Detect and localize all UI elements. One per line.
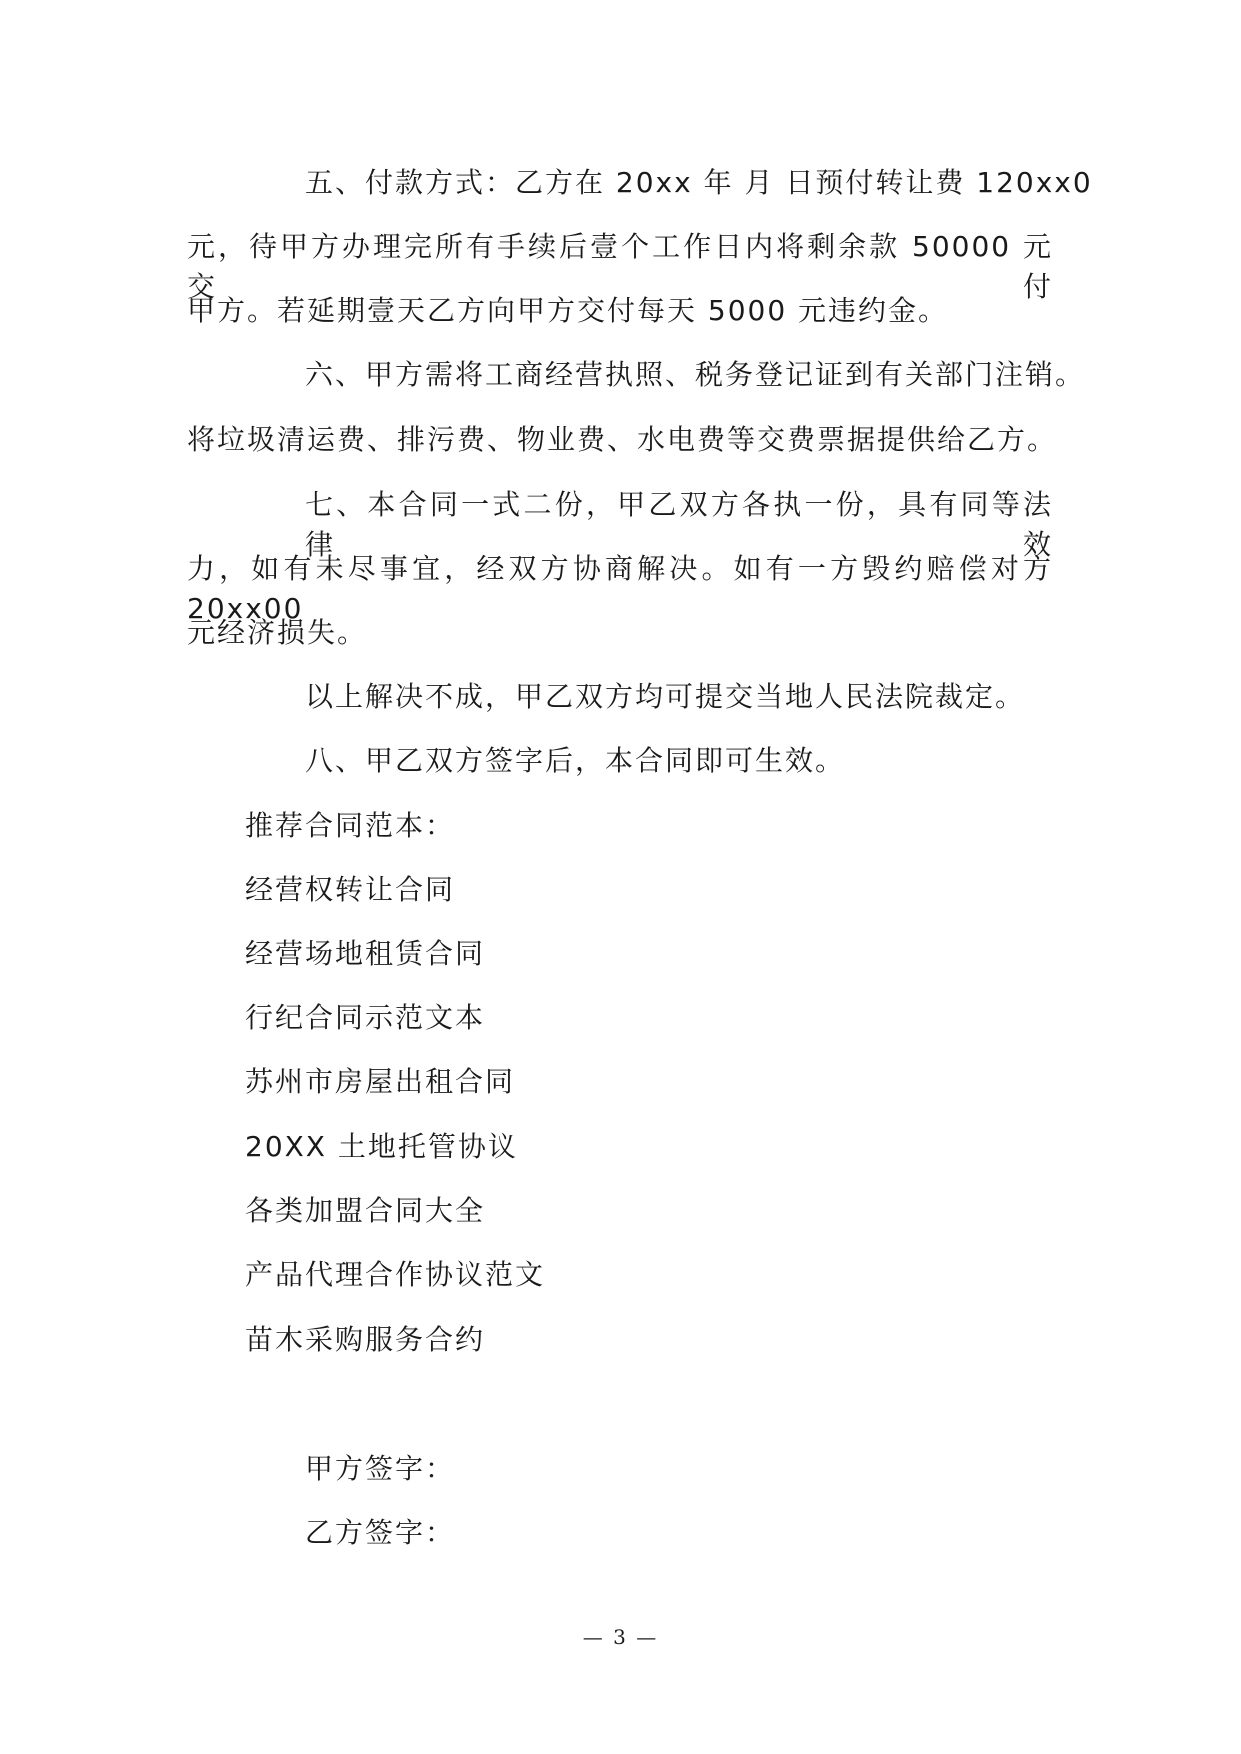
clause7-line2: 力，如有未尽事宜，经双方协商解决。如有一方毁约赔偿对方 20xx00 (187, 552, 1053, 625)
clause5-line3: 甲方。若延期壹天乙方向甲方交付每天 5000 元违约金。 (187, 294, 949, 327)
recommend-link[interactable]: 20XX 土地托管协议 (245, 1130, 518, 1163)
clause7-line1: 七、本合同一式二份，甲乙双方各执一份，具有同等法律效 (305, 488, 1053, 561)
recommend-link[interactable]: 苏州市房屋出租合同 (245, 1065, 516, 1098)
clause7-line3: 元经济损失。 (187, 616, 368, 649)
signature-party-a: 甲方签字： (305, 1452, 456, 1485)
recommend-link[interactable]: 苗木采购服务合约 (245, 1323, 486, 1356)
clause6-line1: 六、甲方需将工商经营执照、税务登记证到有关部门注销。 (305, 358, 1086, 391)
recommend-heading: 推荐合同范本： (245, 809, 456, 842)
clause8-paragraph: 八、甲乙双方签字后，本合同即可生效。 (305, 744, 846, 777)
recommend-link[interactable]: 经营权转让合同 (245, 873, 456, 906)
dispute-paragraph: 以上解决不成，甲乙双方均可提交当地人民法院裁定。 (305, 680, 1026, 713)
recommend-link[interactable]: 经营场地租赁合同 (245, 937, 486, 970)
page-number: — 3 — (582, 1625, 659, 1649)
signature-party-b: 乙方签字： (305, 1516, 456, 1549)
clause5-line2: 元，待甲方办理完所有手续后壹个工作日内将剩余款 50000 元交付 (187, 230, 1053, 303)
clause5-line1: 五、付款方式：乙方在 20xx 年 月 日预付转让费 120xx0 (305, 166, 1093, 199)
recommend-link[interactable]: 各类加盟合同大全 (245, 1194, 486, 1227)
recommend-link[interactable]: 行纪合同示范文本 (245, 1001, 486, 1034)
recommend-link[interactable]: 产品代理合作协议范文 (245, 1258, 546, 1291)
clause6-line2: 将垃圾清运费、排污费、物业费、水电费等交费票据提供给乙方。 (187, 423, 1058, 456)
